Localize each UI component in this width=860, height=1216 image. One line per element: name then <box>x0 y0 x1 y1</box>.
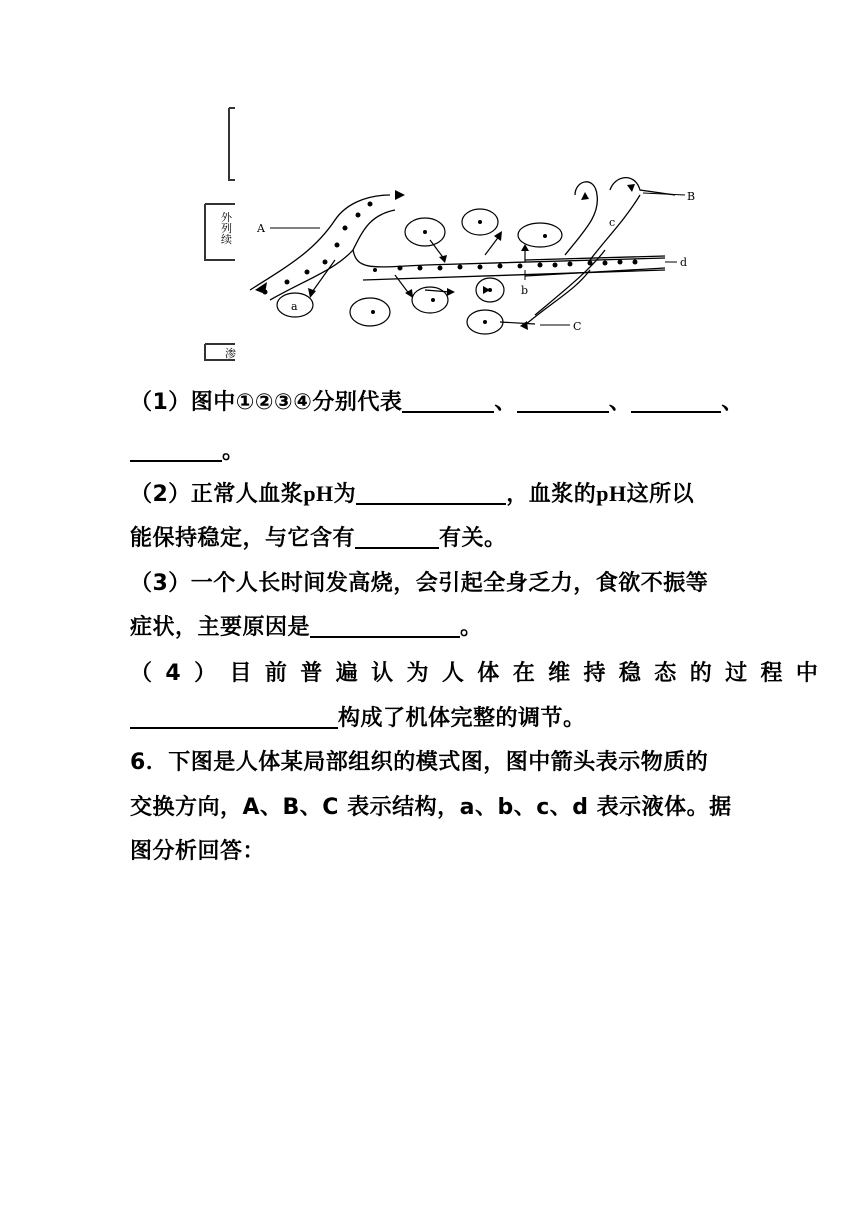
answer-blank-reason[interactable] <box>310 614 460 638</box>
question-1-line-1 <box>130 385 744 416</box>
answer-blank-buffer[interactable] <box>355 525 439 549</box>
separator: 、 <box>721 390 744 415</box>
side-char-1: 外 <box>221 211 232 224</box>
answer-blank-ph[interactable] <box>356 481 506 505</box>
label-b: b <box>521 284 529 297</box>
answer-blank-4[interactable] <box>130 438 222 462</box>
question-3-line-1: （3）一个人长时间发高烧，会引起全身乏力，食欲不振等 <box>130 571 709 596</box>
label-c: c <box>609 216 616 229</box>
question-4-line-2 <box>130 701 730 732</box>
question-6-line-3: 图分析回答： <box>130 839 266 864</box>
question-4-line-1: （4）目前普遍认为人体在维持稳态的过程中 <box>130 661 832 686</box>
exchange-arrows <box>310 235 535 324</box>
separator: 、 <box>608 390 632 415</box>
question-2-prefix: （2）正常人血浆 <box>130 482 304 507</box>
question-2-line-1 <box>130 477 730 508</box>
ph-term: pH <box>596 481 627 506</box>
period: 。 <box>222 439 245 464</box>
label-A: A <box>257 222 265 235</box>
lymphatic-vessel-b <box>525 178 675 325</box>
period: 。 <box>460 615 483 640</box>
answer-blank-2[interactable] <box>517 389 609 413</box>
question-2-line-2 <box>130 521 730 552</box>
question-4-line2-suffix: 构成了机体完整的调节。 <box>338 706 586 731</box>
answer-blank-3[interactable] <box>631 389 721 413</box>
separator: 、 <box>494 390 517 415</box>
question-2-wei: 为 <box>333 482 357 507</box>
question-1-line-2 <box>130 434 730 465</box>
question-1-prefix: （1）图中①②③④分别代表 <box>130 390 403 415</box>
cell-nuclei <box>371 220 547 324</box>
capillary-a <box>250 195 665 300</box>
ph-term: pH <box>303 481 334 506</box>
tissue-diagram <box>195 100 715 375</box>
label-B: B <box>687 190 696 203</box>
question-6-line-1: 6．下图是人体某局部组织的模式图，图中箭头表示物质的 <box>130 750 709 775</box>
side-char-4: 渗 <box>225 347 236 360</box>
label-a: a <box>291 300 298 313</box>
side-char-3: 续 <box>221 233 232 246</box>
question-2-line2-prefix: 能保持稳定，与它含有 <box>130 526 356 551</box>
question-2-tail: 这所以 <box>626 482 695 507</box>
question-3-line2-prefix: 症状，主要原因是 <box>130 615 311 640</box>
side-char-2: 列 <box>221 222 232 235</box>
answer-blank-regulation[interactable] <box>130 705 338 729</box>
label-C: C <box>573 320 582 333</box>
question-2-mid: ，血浆的 <box>506 482 597 507</box>
tissue-diagram-figure <box>195 100 715 375</box>
label-d: d <box>680 256 688 269</box>
question-2-line2-suffix: 有关。 <box>439 526 507 551</box>
question-6-line-2: 交换方向，A、B、C 表示结构，a、b、c、d 表示液体。据 <box>130 795 732 820</box>
answer-blank-1[interactable] <box>402 389 494 413</box>
question-3-line-2 <box>130 610 730 641</box>
